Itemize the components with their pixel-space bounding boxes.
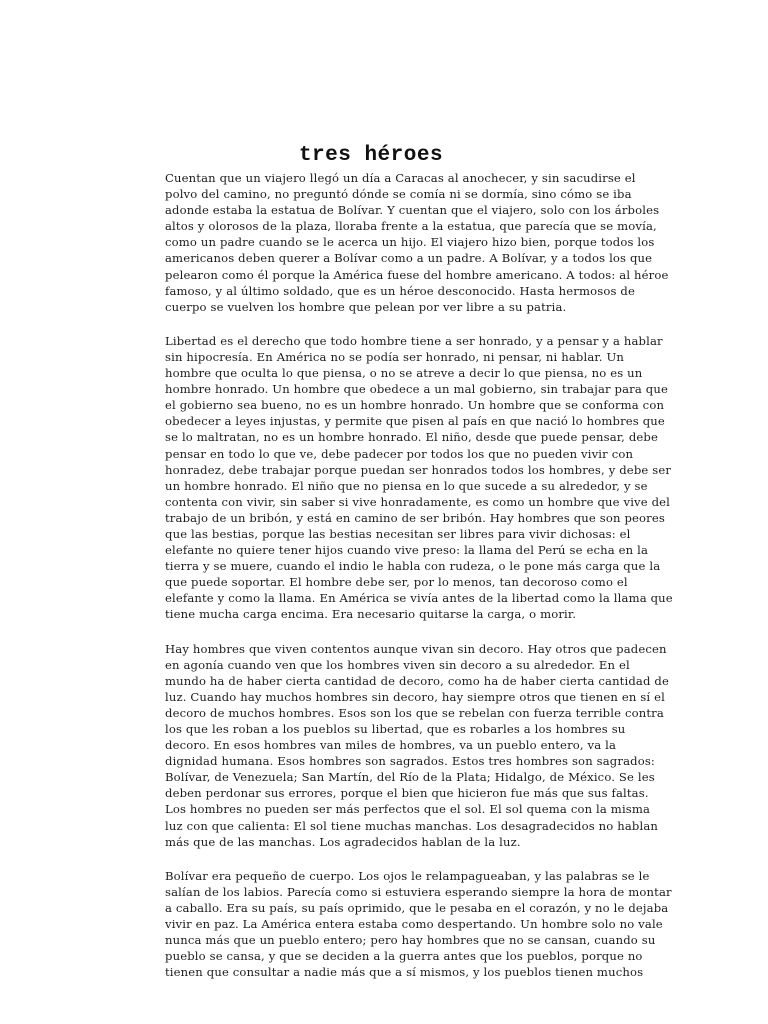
text-line: en agonía cuando ven que los hombres viven sin decoro a su alrededor. En el (165, 657, 630, 672)
text-line: decoro. En esos hombres van miles de hombres, va un pueblo entero, va la (165, 738, 617, 753)
text-line: honradez, debe trabajar porque puedan ser honrados todos los hombres, y debe ser (165, 462, 672, 477)
text-line: vivir en paz. La América entera estaba como despertando. Un hombre solo no vale (165, 917, 663, 932)
text-line: luz con que calienta: El sol tiene muchas manchas. Los desagradecidos no hablan (165, 818, 659, 833)
text-line: tiene mucha carga encima. Era necesario quitarse la carga, o morir. (165, 607, 577, 622)
document-page (165, 142, 705, 998)
text-line: cuerpo se vuelven los hombre que pelean por ver libre a su patria. (165, 299, 567, 314)
text-line: mundo ha de haber cierta cantidad de decoro, como ha de haber cierta cantidad de (165, 673, 669, 688)
text-line: un hombre honrado. El niño que no piensa en lo que sucede a su alrededor, y se (165, 478, 648, 493)
paragraph-1 (165, 170, 705, 315)
document-title: tres héroes (298, 144, 444, 167)
text-line: Libertad es el derecho que todo hombre tiene a ser honrado, y a pensar y a hablar (165, 333, 663, 348)
text-line: adonde estaba la estatua de Bolívar. Y cuentan que el viajero, solo con los árboles (165, 203, 660, 218)
text-line: Bolívar, de Venezuela; San Martín, del Río de la Plata; Hidalgo, de México. Se les (165, 770, 655, 785)
text-line: pensar en todo lo que ve, debe padecer por todos los que no pueden vivir con (165, 446, 634, 461)
text-line: trabajo de un bribón, y está en camino de ser bribón. Hay hombres que son peores (165, 510, 665, 525)
text-line: pueblo se cansa, y que se deciden a la guerra antes que los pueblos, porque no (165, 949, 643, 964)
text-line: que puede soportar. El hombre debe ser, por lo menos, tan decoroso como el (165, 575, 628, 590)
text-line: contenta con vivir, sin saber si vive honradamente, es como un hombre que vive del (165, 494, 671, 509)
text-line: Los hombres no pueden ser más perfectos que el sol. El sol quema con la misma (165, 802, 651, 817)
text-line: Cuentan que un viajero llegó un día a Caracas al anochecer, y sin sacudirse el (165, 171, 636, 185)
text-line: luz. Cuando hay muchos hombres sin decoro, hay siempre otros que tienen en sí el (165, 689, 665, 704)
text-line: elefante y como la llama. En América se vivía antes de la libertad como la llama que (165, 591, 673, 606)
text-line: más que de las manchas. Los agradecidos hablan de la luz. (165, 834, 521, 849)
text-line: salían de los labios. Parecía como si estuviera esperando siempre la hora de montar (165, 884, 672, 899)
text-line: tienen que consultar a nadie más que a sí mismos, y los pueblos tienen muchos (165, 965, 644, 980)
text-line: elefante no quiere tener hijos cuando vive preso: la llama del Perú se echa en la (165, 543, 649, 558)
text-line: nunca más que un pueblo entero; pero hay hombres que no se cansan, cuando su (165, 933, 656, 948)
paragraph-3 (165, 641, 705, 850)
text-line: pelearon como él porque la América fuese del hombre americano. A todos: al héroe (165, 267, 669, 282)
text-line: famoso, y al último soldado, que es un héroe desconocido. Hasta hermosos de (165, 283, 636, 298)
text-line: decoro de muchos hombres. Esos son los que se rebelan con fuerza terrible contra (165, 705, 664, 720)
text-line: hombre honrado. Un hombre que obedece a un mal gobierno, sin trabajar para que (165, 382, 668, 397)
text-line: deben perdonar sus errores, porque el bien que hicieron fue más que sus faltas. (165, 786, 649, 801)
text-line: sin hipocresía. En América no se podía ser honrado, ni pensar, ni hablar. Un (165, 349, 625, 364)
text-line: dignidad humana. Esos hombres son sagrados. Estos tres hombres son sagrados: (165, 754, 655, 769)
text-line: americanos deben querer a Bolívar como a un padre. A Bolívar, y a todos los que (165, 251, 653, 266)
text-line: altos y olorosos de la plaza, lloraba frente a la estatua, que parecía que se movía, (165, 219, 657, 234)
text-line: hombre que oculta lo que piensa, o no se atreve a decir lo que piensa, no es un (165, 366, 643, 381)
text-line: el gobierno sea bueno, no es un hombre honrado. Un hombre que se conforma con (165, 398, 665, 413)
text-line: polvo del camino, no preguntó dónde se comía ni se dormía, sino cómo se iba (165, 187, 632, 202)
text-line: los que les roban a los pueblos su libertad, que es robarles a los hombres su (165, 722, 626, 736)
text-line: obedecer a leyes injustas, y permite que pisen al país en que nació lo hombres que (165, 414, 665, 429)
paragraph-2 (165, 333, 705, 623)
text-line: como un padre cuando se le acerca un hijo. El viajero hizo bien, porque todos los (165, 235, 655, 250)
text-line: Hay hombres que viven contentos aunque vivan sin decoro. Hay otros que padecen (165, 641, 667, 656)
text-line: a caballo. Era su país, su país oprimido, que le pesaba en el corazón, y no le dejaba (165, 900, 669, 915)
text-line: que las bestias, porque las bestias necesitan ser libres para vivir dichosas: el (165, 526, 631, 541)
text-line: Bolívar era pequeño de cuerpo. Los ojos le relampagueaban, y las palabras se le (165, 868, 650, 883)
text-line: tierra y se muere, cuando el indio le habla con rudeza, o le pone más carga que la (165, 559, 661, 574)
paragraph-4 (165, 868, 705, 981)
text-line: se lo maltratan, no es un hombre honrado. El niño, desde que puede pensar, debe (165, 430, 659, 445)
